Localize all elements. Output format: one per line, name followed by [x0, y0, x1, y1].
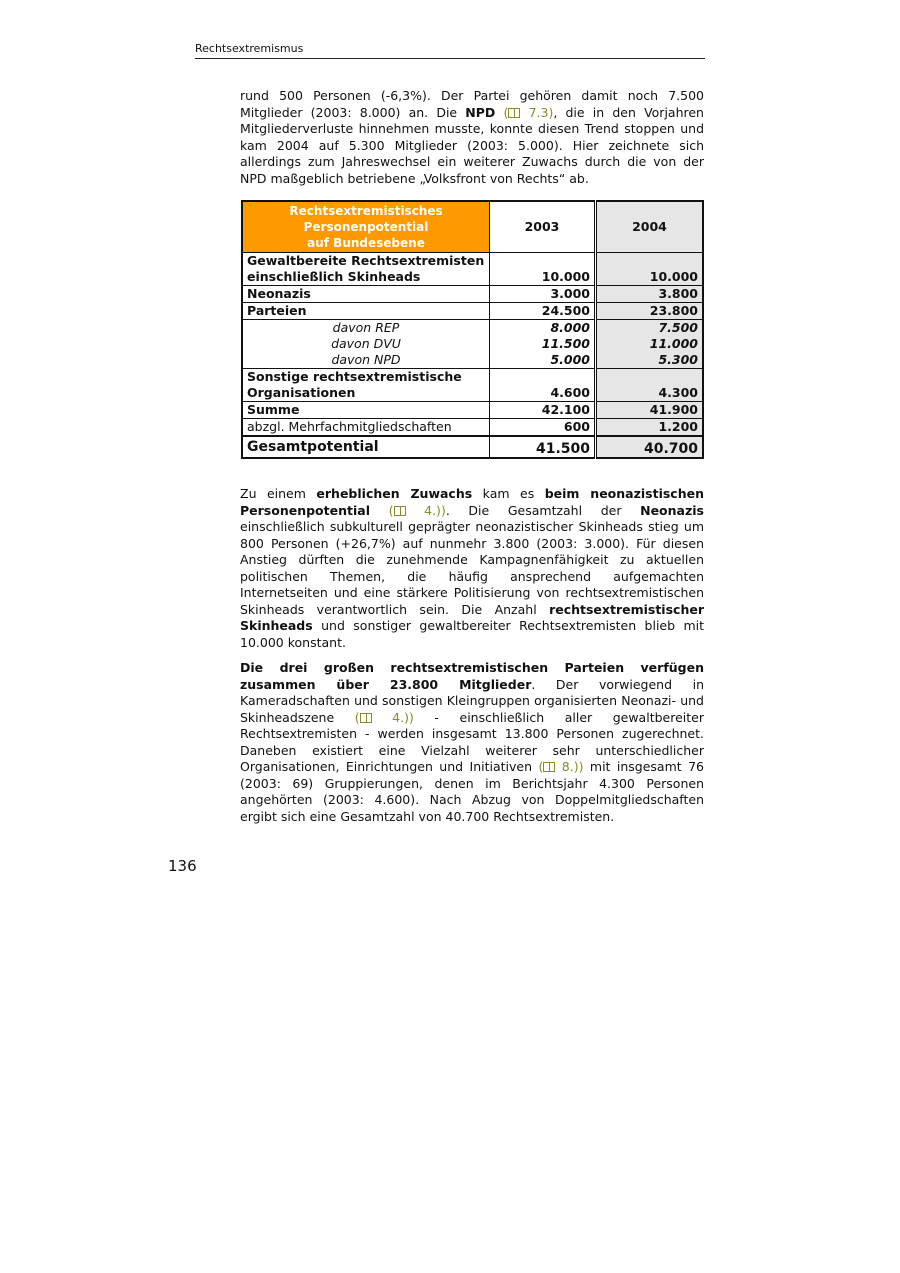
value-2003: 24.500: [490, 303, 596, 320]
value-2003: 600: [490, 419, 596, 437]
table-row: [242, 369, 703, 402]
row-label: Parteien: [242, 303, 490, 320]
value-2003: 3.000: [490, 286, 596, 303]
book-icon: [543, 762, 555, 772]
table-row: [242, 336, 703, 352]
table-row: [242, 286, 703, 303]
page-number: 136: [168, 857, 197, 875]
book-icon: [508, 108, 520, 118]
table-total-row: [242, 436, 703, 458]
value-2004: 4.300: [596, 369, 704, 402]
row-label: davon DVU: [242, 336, 490, 352]
row-label: davon NPD: [242, 352, 490, 369]
table-header-label: Rechtsextremistisches Personenpotential auf Bundesebene: [242, 201, 490, 253]
paragraph-2: Zu einem erheblichen Zuwachs kam es beim neonazistischen Personenpotential ( 4.)). Die Gesamtzahl der Neonazis einschließlich subkulturell geprägter neonazistischer Skinheads stieg um 800 Personen (+26,7%) auf nunmehr 3.800 (2003: 3.000). Für diesen Anstieg dürften die zunehmende Kampagnenfähigkeit zu aktuellen politischen Themen, die häufig ansprechend aufgemachten Internetseiten und eine stärkere Politisierung von rechtsextremistischen Skinheads verantwortlich sein. Die Anzahl rechtsextremistischer Skinheads und sonstiger gewaltbereiter Rechtsextremisten blieb mit 10.000 konstant.: [240, 486, 704, 650]
cross-reference[interactable]: ( 8.)): [538, 759, 584, 774]
row-label: Gewaltbereite Rechtsextremisten einschließlich Skinheads: [242, 253, 490, 286]
value-2003: 11.500: [490, 336, 596, 352]
row-label: Summe: [242, 402, 490, 419]
value-2004: 40.700: [596, 436, 704, 458]
value-2003: 41.500: [490, 436, 596, 458]
row-label: abzgl. Mehrfachmitgliedschaften: [242, 419, 490, 437]
running-header: Rechtsextremismus: [195, 42, 705, 59]
cross-reference[interactable]: ( 4.)): [388, 502, 446, 518]
paragraph-3: Die drei großen rechtsextremistischen Parteien verfügen zusammen über 23.800 Mitglieder. Der vorwiegend in Kameradschaften und sonstigen Kleingruppen organisierten Neonazi- und Skinheadszene ( 4.)) - einschließlich aller gewaltbereiter Rechtsextremisten - werden insgesamt 13.800 Personen zugerechnet. Daneben existiert eine Vielzahl weiterer sehr unterschiedlicher Organisationen, Einrichtungen und Initiativen ( 8.)) mit insgesamt 76 (2003: 69) Gruppierungen, denen im Berichtsjahr 4.300 Personen angehörten (2003: 4.600). Nach Abzug von Doppelmitgliedschaften ergibt sich eine Gesamtzahl von 40.700 Rechtsextremisten.: [240, 660, 704, 824]
table-row: [242, 253, 703, 286]
value-2004: 11.000: [596, 336, 704, 352]
row-label: Sonstige rechtsextremistische Organisationen: [242, 369, 490, 402]
cross-reference[interactable]: ( 7.3): [503, 104, 554, 120]
value-2003: 8.000: [490, 320, 596, 337]
value-2004: 3.800: [596, 286, 704, 303]
value-2004: 5.300: [596, 352, 704, 369]
table-row: [242, 419, 703, 437]
table-row: [242, 352, 703, 369]
row-label: Gesamtpotential: [242, 436, 490, 458]
value-2004: 1.200: [596, 419, 704, 437]
npd-bold: NPD: [465, 104, 496, 120]
table-row: [242, 402, 703, 419]
cross-reference[interactable]: ( 4.)): [354, 709, 414, 725]
personenpotential-table: [241, 200, 704, 459]
table-row: [242, 320, 703, 337]
value-2004: 10.000: [596, 253, 704, 286]
value-2003: 5.000: [490, 352, 596, 369]
value-2003: 42.100: [490, 402, 596, 419]
table-header-row: [242, 201, 703, 253]
value-2004: 41.900: [596, 402, 704, 419]
table-row: [242, 303, 703, 320]
book-icon: [360, 713, 372, 723]
row-label: davon REP: [242, 320, 490, 337]
value-2004: 7.500: [596, 320, 704, 337]
value-2003: 4.600: [490, 369, 596, 402]
year-2004-header: 2004: [596, 201, 704, 253]
row-label: Neonazis: [242, 286, 490, 303]
paragraph-1: rund 500 Personen (-6,3%). Der Partei gehören damit noch 7.500 Mitglieder (2003: 8.000) an. Die NPD ( 7.3), die in den Vorjahren Mitgliederverluste hinnehmen musste, konnte diesen Trend stoppen und kam 2004 auf 5.300 Mitglieder (2003: 5.000). Hier zeichnete sich allerdings zum Jahreswechsel ein weiterer Zuwachs durch die von der NPD maßgeblich betriebene „Volksfront von Rechts“ ab.: [240, 88, 704, 186]
value-2004: 23.800: [596, 303, 704, 320]
value-2003: 10.000: [490, 253, 596, 286]
book-icon: [394, 506, 406, 516]
year-2003-header: 2003: [490, 201, 596, 253]
